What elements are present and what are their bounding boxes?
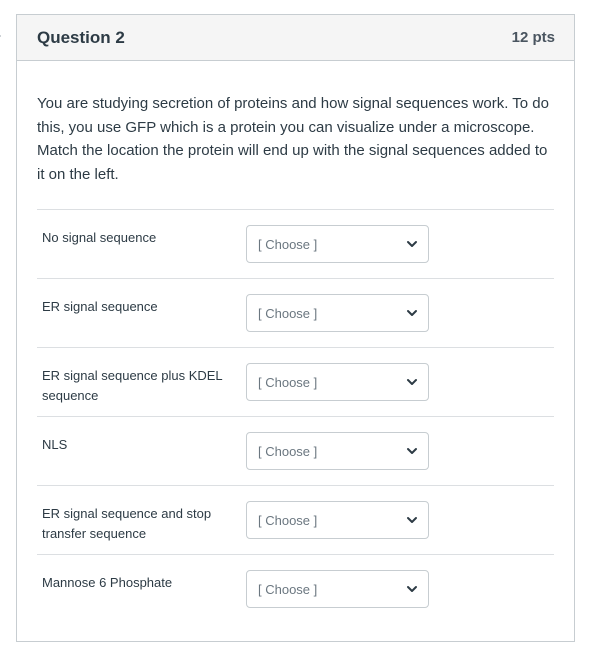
chevron-down-icon	[406, 307, 418, 319]
match-label: ER signal sequence	[42, 299, 158, 314]
match-label: ER signal sequence and stop transfer sequence	[42, 506, 212, 541]
match-label: No signal sequence	[42, 230, 157, 245]
select-value: [ Choose ]	[258, 374, 318, 390]
chevron-down-icon	[406, 583, 418, 595]
answer-select-nls[interactable]	[246, 432, 429, 470]
answer-select-er-stop-transfer[interactable]	[246, 501, 429, 539]
select-value: [ Choose ]	[258, 236, 318, 252]
match-row-no-signal	[37, 210, 554, 279]
select-value: [ Choose ]	[258, 581, 318, 597]
match-row-nls	[37, 417, 554, 486]
match-row-mannose-6-phosphate	[37, 555, 554, 623]
match-label: ER signal sequence plus KDEL sequence	[42, 368, 223, 403]
question-nav-marker-icon	[0, 27, 9, 45]
question-points: 12 pts	[511, 29, 555, 46]
match-row-er-signal	[37, 279, 554, 348]
match-row-er-kdel	[37, 348, 554, 417]
select-value: [ Choose ]	[258, 443, 318, 459]
question-header	[17, 15, 574, 61]
answer-select-er-kdel[interactable]	[246, 363, 429, 401]
chevron-down-icon	[406, 445, 418, 457]
question-title: Question 2	[37, 27, 125, 47]
match-label: Mannose 6 Phosphate	[42, 575, 173, 590]
match-list	[37, 209, 554, 623]
answer-select-er-signal[interactable]	[246, 294, 429, 332]
match-label: NLS	[42, 437, 68, 452]
chevron-down-icon	[406, 238, 418, 250]
select-value: [ Choose ]	[258, 305, 318, 321]
question-text: You are studying secretion of proteins and how signal sequences work. To do this, you use GFP which is a protein you can visualize under a microscope. Match the location the protein will end up with the signal sequences added to it on the left.	[37, 95, 549, 183]
question-card	[16, 14, 575, 642]
chevron-down-icon	[406, 514, 418, 526]
select-value: [ Choose ]	[258, 512, 318, 528]
question-body	[17, 61, 574, 623]
answer-select-mannose-6-phosphate[interactable]	[246, 570, 429, 608]
answer-select-no-signal[interactable]	[246, 225, 429, 263]
match-row-er-stop-transfer	[37, 486, 554, 555]
chevron-down-icon	[406, 376, 418, 388]
